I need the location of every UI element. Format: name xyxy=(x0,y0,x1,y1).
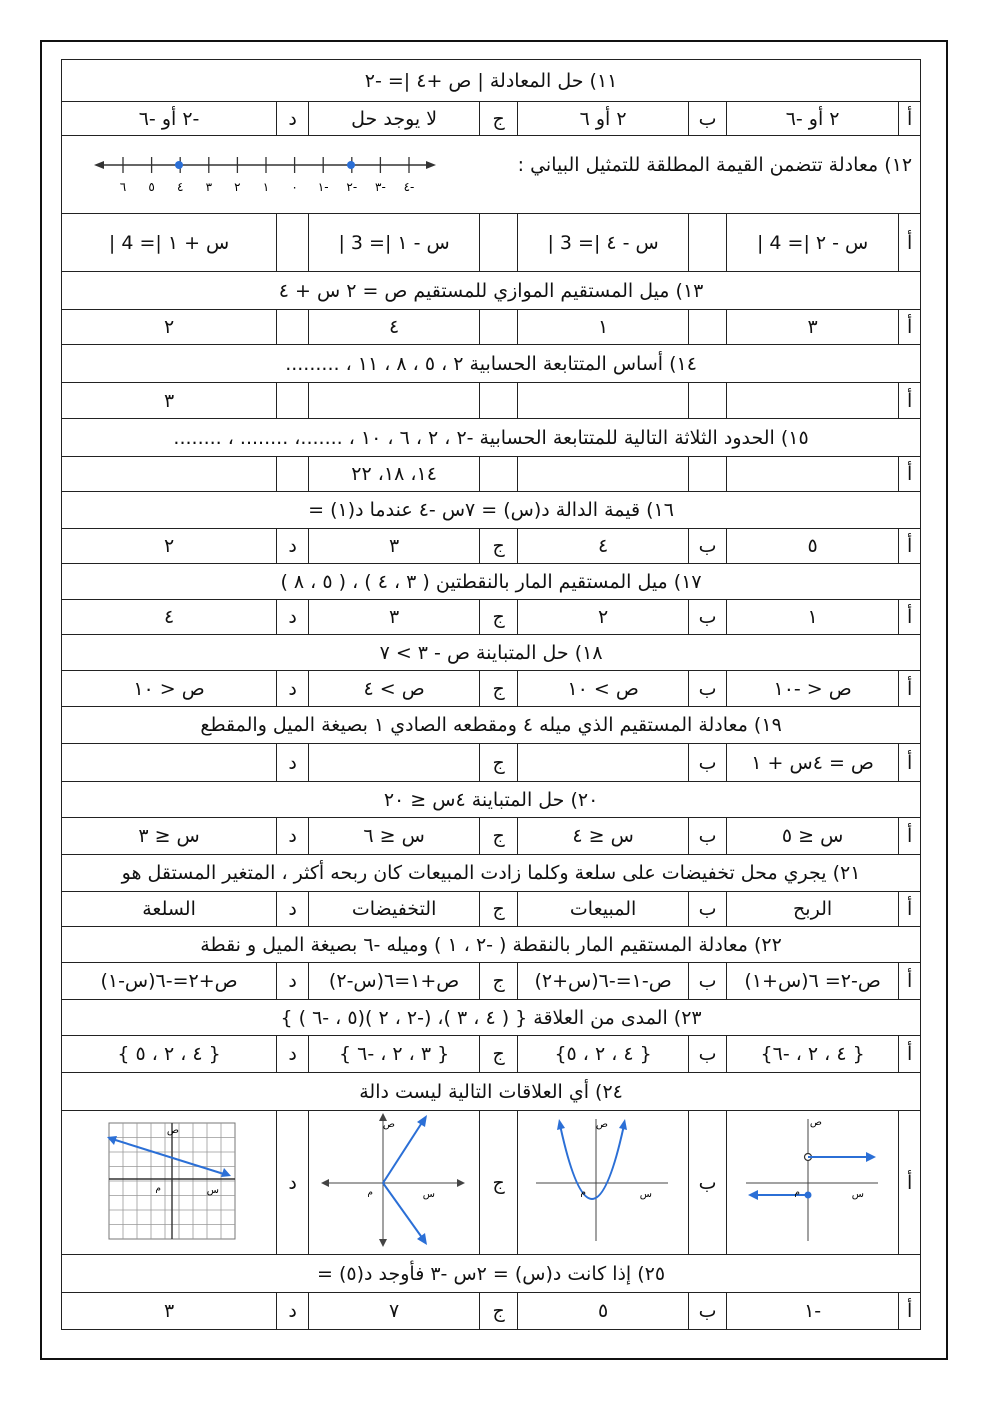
option-c[interactable]: س ≤ ٦ xyxy=(309,818,480,855)
option-c[interactable]: لا يوجد حل xyxy=(309,102,480,136)
question-text: ١٩) معادلة المستقيم الذي ميله ٤ ومقطعه الصادي ١ بصيغة الميل والمقطع xyxy=(62,707,921,744)
question-text: ١٦) قيمة الدالة د(س) = ٧س -٤ عندما د(١) = xyxy=(62,492,921,529)
arrow-up-left-icon xyxy=(557,1119,565,1130)
option-letter-c: ج xyxy=(480,892,518,927)
option-letter-d xyxy=(277,214,309,272)
option-c[interactable]: التخفيضات xyxy=(309,892,480,927)
option-b[interactable]: ص-١=-٦(س+٢) xyxy=(518,963,689,1000)
option-letter-a: أ xyxy=(899,744,921,782)
option-b-graph[interactable] xyxy=(518,1111,689,1255)
option-c[interactable]: ١٤، ١٨، ٢٢ xyxy=(309,457,480,492)
option-d[interactable]: ٣ xyxy=(62,383,277,419)
option-letter-c: ج xyxy=(480,102,518,136)
option-letter-a: أ xyxy=(899,310,921,345)
question-text: ٢٠) حل المتباينة ٤س ≤ ٢٠ xyxy=(62,782,921,818)
option-letter-c: ج xyxy=(480,1036,518,1073)
option-letter-b: ب xyxy=(689,529,727,564)
arrow-upper-icon xyxy=(417,1115,427,1127)
option-letter-c xyxy=(480,457,518,492)
option-c[interactable]: { ٣ ، ٢ ، -٦ } xyxy=(309,1036,480,1073)
option-letter-d: د xyxy=(277,600,309,635)
question-22 xyxy=(62,927,921,963)
option-c[interactable]: ٣ xyxy=(309,529,480,564)
option-letter-b: ب xyxy=(689,1036,727,1073)
number-line-label: ٢ xyxy=(234,180,241,194)
number-line-label: ٦ xyxy=(119,180,127,194)
option-d-graph[interactable] xyxy=(62,1111,277,1255)
option-letter-d: د xyxy=(277,1293,309,1330)
arrow-down-icon xyxy=(379,1239,387,1247)
option-letter-a: أ xyxy=(899,383,921,419)
arrow-lower-icon xyxy=(417,1233,427,1245)
option-c[interactable] xyxy=(309,214,480,272)
option-a[interactable]: -١ xyxy=(727,1293,899,1330)
option-a[interactable]: ٢ أو -٦ xyxy=(727,102,899,136)
option-c[interactable] xyxy=(309,744,480,782)
number-line-label: -٢ xyxy=(346,180,358,194)
option-d[interactable] xyxy=(62,457,277,492)
option-letter-d: د xyxy=(277,744,309,782)
option-letter-c xyxy=(480,310,518,345)
axis-x-label: س xyxy=(206,1185,220,1196)
arrow-right-icon xyxy=(457,1179,465,1187)
option-letter-a: أ xyxy=(899,102,921,136)
origin-label: م xyxy=(155,1184,162,1194)
question-18 xyxy=(62,635,921,671)
option-b[interactable] xyxy=(518,214,689,272)
option-a[interactable]: ص < -١٠ xyxy=(727,671,899,707)
option-letter-c: ج xyxy=(480,963,518,1000)
option-c[interactable] xyxy=(309,383,480,419)
axis-y-label: ص xyxy=(809,1117,822,1128)
options-row-20 xyxy=(62,818,921,855)
option-letter-c: ج xyxy=(480,529,518,564)
options-row-22 xyxy=(62,963,921,1000)
question-text: ٢١) يجري محل تخفيضات على سلعة وكلما زادت المبيعات كان ربحه أكثر ، المتغير المستقل هو xyxy=(62,855,921,892)
option-letter-b: ب xyxy=(689,892,727,927)
option-d[interactable]: ٢ xyxy=(62,529,277,564)
option-c-text: | س - ١ |= 3 xyxy=(338,231,450,254)
option-b[interactable]: المبيعات xyxy=(518,892,689,927)
options-row-16 xyxy=(62,529,921,564)
option-c[interactable]: ٣ xyxy=(309,600,480,635)
axis-y-label: ص xyxy=(166,1125,180,1136)
option-letter-d xyxy=(277,457,309,492)
option-a[interactable]: ص = ٤س + ١ xyxy=(727,744,899,782)
option-letter-c: ج xyxy=(480,818,518,855)
option-b[interactable]: ٤ xyxy=(518,529,689,564)
graph-d xyxy=(69,1113,269,1247)
axis-x-label: س xyxy=(422,1189,436,1200)
option-c-graph[interactable] xyxy=(309,1111,480,1255)
question-15 xyxy=(62,419,921,457)
option-letter-a: أ xyxy=(899,1111,921,1255)
option-a[interactable]: ٣ xyxy=(727,310,899,345)
option-a-text: | س - ٢ |= 4 xyxy=(756,231,869,254)
question-21 xyxy=(62,855,921,892)
option-d-text: | س + ١ |= 4 xyxy=(108,231,230,254)
axis-x-label: س xyxy=(639,1189,653,1200)
option-letter-c: ج xyxy=(480,671,518,707)
option-b[interactable]: ٢ xyxy=(518,600,689,635)
graph-b xyxy=(528,1113,678,1247)
option-letter-b xyxy=(689,457,727,492)
option-a[interactable]: ص-٢= ٦(س+١) xyxy=(727,963,899,1000)
question-11 xyxy=(62,60,921,102)
number-line-label: ٠ xyxy=(291,180,298,194)
option-d[interactable]: ص < ١٠ xyxy=(62,671,277,707)
option-letter-d: د xyxy=(277,671,309,707)
options-row-21 xyxy=(62,892,921,927)
question-24 xyxy=(62,1073,921,1111)
option-b[interactable]: { ٤ ، ٢ ، ٥} xyxy=(518,1036,689,1073)
number-line-label: ١ xyxy=(262,180,270,194)
option-letter-b: ب xyxy=(689,102,727,136)
option-d[interactable]: { ٤ ، ٢ ، ٥ } xyxy=(62,1036,277,1073)
option-letter-c: ج xyxy=(480,600,518,635)
graph-a xyxy=(738,1113,888,1247)
option-a[interactable]: { ٤ ، ٢ ، -٦} xyxy=(727,1036,899,1073)
parabola-curve xyxy=(560,1125,624,1199)
option-c[interactable]: ص+١=٦(س-٢) xyxy=(309,963,480,1000)
option-letter-b: ب xyxy=(689,600,727,635)
option-letter-b xyxy=(689,214,727,272)
option-letter-b: ب xyxy=(689,744,727,782)
arrow-left-icon xyxy=(321,1179,329,1187)
option-letter-d: د xyxy=(277,1111,309,1255)
options-row-19 xyxy=(62,744,921,782)
option-d[interactable]: ٤ xyxy=(62,600,277,635)
worksheet-table xyxy=(61,59,921,1330)
graph-c xyxy=(319,1113,469,1247)
option-d[interactable] xyxy=(62,214,277,272)
right-arrow-icon xyxy=(426,161,436,169)
option-letter-c xyxy=(480,383,518,419)
options-row-13 xyxy=(62,310,921,345)
question-text: ٢٢) معادلة المستقيم المار بالنقطة ( -٢ ، ١ ) وميله -٦ بصيغة الميل و نقطة xyxy=(62,927,921,963)
options-row-23 xyxy=(62,1036,921,1073)
option-d[interactable]: -٢ أو -٦ xyxy=(62,102,277,136)
option-letter-c: ج xyxy=(480,1111,518,1255)
option-b[interactable]: س ≤ ٤ xyxy=(518,818,689,855)
option-d[interactable]: ٣ xyxy=(62,1293,277,1330)
option-letter-c: ج xyxy=(480,1293,518,1330)
option-a-graph[interactable] xyxy=(727,1111,899,1255)
option-d[interactable]: السلعة xyxy=(62,892,277,927)
options-row-18 xyxy=(62,671,921,707)
option-letter-b: ب xyxy=(689,671,727,707)
option-letter-a: أ xyxy=(899,892,921,927)
option-letter-d: د xyxy=(277,102,309,136)
option-letter-d xyxy=(277,383,309,419)
arrow-up-right-icon xyxy=(619,1119,627,1130)
question-text: ١١) حل المعادلة | ص +٤ |= -٢ xyxy=(62,60,921,102)
option-letter-d: د xyxy=(277,1036,309,1073)
options-row-14 xyxy=(62,383,921,419)
question-17 xyxy=(62,564,921,600)
question-16 xyxy=(62,492,921,529)
option-b-text: | س - ٤ |= 3 xyxy=(547,231,659,254)
option-letter-d xyxy=(277,310,309,345)
option-letter-a: أ xyxy=(899,529,921,564)
question-13 xyxy=(62,272,921,310)
arrow-right-icon xyxy=(866,1152,876,1162)
question-text: ١٤) أساس المتتابعة الحسابية ٢ ، ٥ ، ٨ ، ١١ ، ......... xyxy=(62,345,921,383)
option-letter-a: أ xyxy=(899,214,921,272)
option-letter-d: د xyxy=(277,963,309,1000)
option-d[interactable]: ٢ xyxy=(62,310,277,345)
point-neg2 xyxy=(175,161,183,169)
point-6 xyxy=(347,161,355,169)
option-letter-a: أ xyxy=(899,1293,921,1330)
option-a[interactable]: س ≤ ٥ xyxy=(727,818,899,855)
question-25 xyxy=(62,1255,921,1293)
option-a[interactable] xyxy=(727,214,899,272)
option-letter-b xyxy=(689,383,727,419)
origin-label: م xyxy=(794,1188,800,1198)
options-row-12 xyxy=(62,214,921,272)
question-text: ٢٣) المدى من العلاقة { ( ٤ ، ٣ )، (-٢ ، ٢ )(٥ ، -٦ ) } xyxy=(62,1000,921,1036)
option-letter-a: أ xyxy=(899,1036,921,1073)
number-line-label: -٤ xyxy=(403,180,415,194)
option-letter-d: د xyxy=(277,892,309,927)
option-a[interactable]: ١ xyxy=(727,600,899,635)
question-19 xyxy=(62,707,921,744)
options-row-15 xyxy=(62,457,921,492)
options-row-11 xyxy=(62,102,921,136)
axis-y-label: ص xyxy=(383,1119,396,1130)
option-b[interactable] xyxy=(518,383,689,419)
option-a[interactable] xyxy=(727,383,899,419)
option-letter-b: ب xyxy=(689,1111,727,1255)
left-arrow-icon xyxy=(94,161,104,169)
number-line-label: -٣ xyxy=(375,180,386,194)
option-c[interactable]: ص > ٤ xyxy=(309,671,480,707)
question-text: ١٣) ميل المستقيم الموازي للمستقيم ص = ٢ س + ٤ xyxy=(62,272,921,310)
question-text: ١٧) ميل المستقيم المار بالنقطتين ( ٣ ، ٤ ) ، ( ٥ ، ٨ ) xyxy=(62,564,921,600)
question-text: ١٢) معادلة تتضمن القيمة المطلقة للتمثيل البياني : xyxy=(517,154,913,176)
option-a[interactable]: الربح xyxy=(727,892,899,927)
option-letter-c xyxy=(480,214,518,272)
option-c[interactable]: ٤ xyxy=(309,310,480,345)
option-a[interactable] xyxy=(727,457,899,492)
options-row-25 xyxy=(62,1293,921,1330)
question-12 xyxy=(62,136,921,214)
option-a[interactable]: ٥ xyxy=(727,529,899,564)
arrow-right-icon xyxy=(221,1168,231,1177)
number-line-label: ٥ xyxy=(148,180,155,194)
option-letter-b: ب xyxy=(689,1293,727,1330)
question-14 xyxy=(62,345,921,383)
option-letter-a: أ xyxy=(899,600,921,635)
axis-y-label: ص xyxy=(596,1119,609,1130)
option-b[interactable]: ١ xyxy=(518,310,689,345)
option-letter-b: ب xyxy=(689,818,727,855)
origin-label: م xyxy=(367,1188,374,1198)
option-letter-b: ب xyxy=(689,963,727,1000)
option-letter-d: د xyxy=(277,818,309,855)
option-letter-a: أ xyxy=(899,457,921,492)
option-letter-a: أ xyxy=(899,963,921,1000)
options-row-24 xyxy=(62,1111,921,1255)
number-line xyxy=(92,144,437,204)
option-d[interactable]: ص+٢=-٦(س-١) xyxy=(62,963,277,1000)
arrow-left-icon xyxy=(748,1190,758,1200)
question-text: ١٨) حل المتباينة ص - ٣ > ٧ xyxy=(62,635,921,671)
origin-label: م xyxy=(580,1188,587,1198)
option-b[interactable] xyxy=(518,457,689,492)
option-letter-a: أ xyxy=(899,671,921,707)
number-line-label: ٤ xyxy=(176,180,184,194)
question-text: ٢٥) إذا كانت د(س) = ٢س -٣ فأوجد د(٥) = xyxy=(62,1255,921,1293)
option-letter-d: د xyxy=(277,529,309,564)
option-d[interactable]: س ≤ ٣ xyxy=(62,818,277,855)
number-line-label: ٣ xyxy=(205,180,213,194)
question-23 xyxy=(62,1000,921,1036)
option-c[interactable]: ٧ xyxy=(309,1293,480,1330)
question-20 xyxy=(62,782,921,818)
option-letter-a: أ xyxy=(899,818,921,855)
number-line-label: -١ xyxy=(317,180,329,194)
axis-x-label: س xyxy=(851,1189,864,1200)
option-letter-c: ج xyxy=(480,744,518,782)
options-row-17 xyxy=(62,600,921,635)
option-b[interactable] xyxy=(518,744,689,782)
question-text: ١٥) الحدود الثلاثة التالية للمتتابعة الحسابية -٢ ، ٢ ، ٦ ، ١٠ ، .......، ........ ، ........ xyxy=(62,419,921,457)
question-text: ٢٤) أي العلاقات التالية ليست دالة xyxy=(62,1073,921,1111)
option-letter-b xyxy=(689,310,727,345)
option-b[interactable]: ٥ xyxy=(518,1293,689,1330)
option-b[interactable]: ٢ أو ٦ xyxy=(518,102,689,136)
question-text-cell xyxy=(62,136,921,214)
option-d[interactable] xyxy=(62,744,277,782)
option-b[interactable]: ص > ١٠ xyxy=(518,671,689,707)
